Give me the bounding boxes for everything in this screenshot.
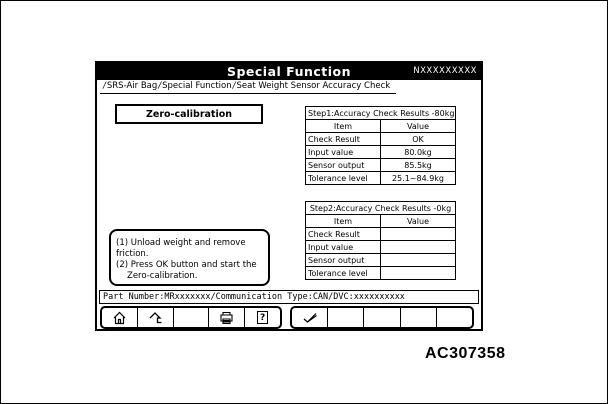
row-label: Tolerance level <box>306 267 381 280</box>
instruction-line: Zero-calibration. <box>127 271 198 282</box>
table-row <box>306 159 456 172</box>
home-button[interactable] <box>102 308 137 327</box>
empty-toolbar-button[interactable] <box>173 308 209 327</box>
printer-button[interactable] <box>208 308 244 327</box>
step1-table-header: Step1:Accuracy Check Results -80kg <box>306 107 456 120</box>
column-header-item: Item <box>306 120 381 133</box>
step2-results-table <box>305 201 456 280</box>
row-label: Sensor output <box>306 254 381 267</box>
home-icon <box>112 311 127 325</box>
status-bar: Part Number:MRxxxxxxx/Communication Type:CAN/DVC:xxxxxxxxxx <box>99 290 479 304</box>
step1-results-table <box>305 106 456 185</box>
column-header-value: Value <box>381 120 456 133</box>
help-button[interactable] <box>244 308 280 327</box>
row-label: Tolerance level <box>306 172 381 185</box>
step2-table-header: Step2:Accuracy Check Results -0kg <box>306 202 456 215</box>
empty-toolbar-button[interactable] <box>363 308 399 327</box>
breadcrumb-item-seat-weight-sensor-accuracy-check[interactable]: Seat Weight Sensor Accuracy Check <box>236 81 391 91</box>
row-label: Sensor output <box>306 159 381 172</box>
table-row <box>306 241 456 254</box>
breadcrumb <box>100 80 396 94</box>
table-row <box>306 254 456 267</box>
row-value: 25.1~84.9kg <box>381 172 456 185</box>
row-value: OK <box>381 133 456 146</box>
row-value: 85.5kg <box>381 159 456 172</box>
instruction-line: (1) Unload weight and remove friction. <box>116 238 246 260</box>
row-label: Check Result <box>306 133 381 146</box>
breadcrumb-separator: / <box>232 81 236 91</box>
row-label: Check Result <box>306 228 381 241</box>
row-label: Input value <box>306 146 381 159</box>
breadcrumb-separator: / <box>158 81 162 91</box>
ok-check-button[interactable] <box>292 308 327 327</box>
breadcrumb-row <box>97 80 481 96</box>
breadcrumb-item-srs-air-bag[interactable]: SRS-Air Bag <box>106 81 158 91</box>
printer-icon <box>219 311 234 325</box>
title-bar <box>97 63 481 80</box>
column-header-item: Item <box>306 215 381 228</box>
table-row <box>306 228 456 241</box>
breadcrumb-separator: / <box>103 81 106 91</box>
row-value <box>381 241 456 254</box>
scan-tool-screen <box>95 61 483 331</box>
row-label: Input value <box>306 241 381 254</box>
toolbar-action-group <box>290 306 474 329</box>
check-icon <box>302 311 318 324</box>
help-icon: ? <box>257 311 268 324</box>
table-row <box>306 267 456 280</box>
return-button[interactable] <box>137 308 173 327</box>
row-value <box>381 228 456 241</box>
column-header-value: Value <box>381 215 456 228</box>
row-value <box>381 254 456 267</box>
instruction-box <box>109 229 270 286</box>
instruction-line: (2) Press OK button and start the <box>116 260 257 271</box>
figure-number: AC307358 <box>425 345 506 362</box>
unit-id: NXXXXXXXXX <box>413 66 477 76</box>
table-row <box>306 133 456 146</box>
empty-toolbar-button[interactable] <box>436 308 472 327</box>
zero-calibration-button[interactable]: Zero-calibration <box>115 104 263 124</box>
table-row <box>306 172 456 185</box>
row-value: 80.0kg <box>381 146 456 159</box>
return-icon <box>148 311 163 325</box>
table-row <box>306 146 456 159</box>
breadcrumb-item-special-function[interactable]: Special Function <box>162 81 232 91</box>
empty-toolbar-button[interactable] <box>327 308 363 327</box>
toolbar-navigation-group <box>100 306 282 329</box>
empty-toolbar-button[interactable] <box>400 308 436 327</box>
row-value <box>381 267 456 280</box>
page-title: Special Function <box>226 64 352 79</box>
